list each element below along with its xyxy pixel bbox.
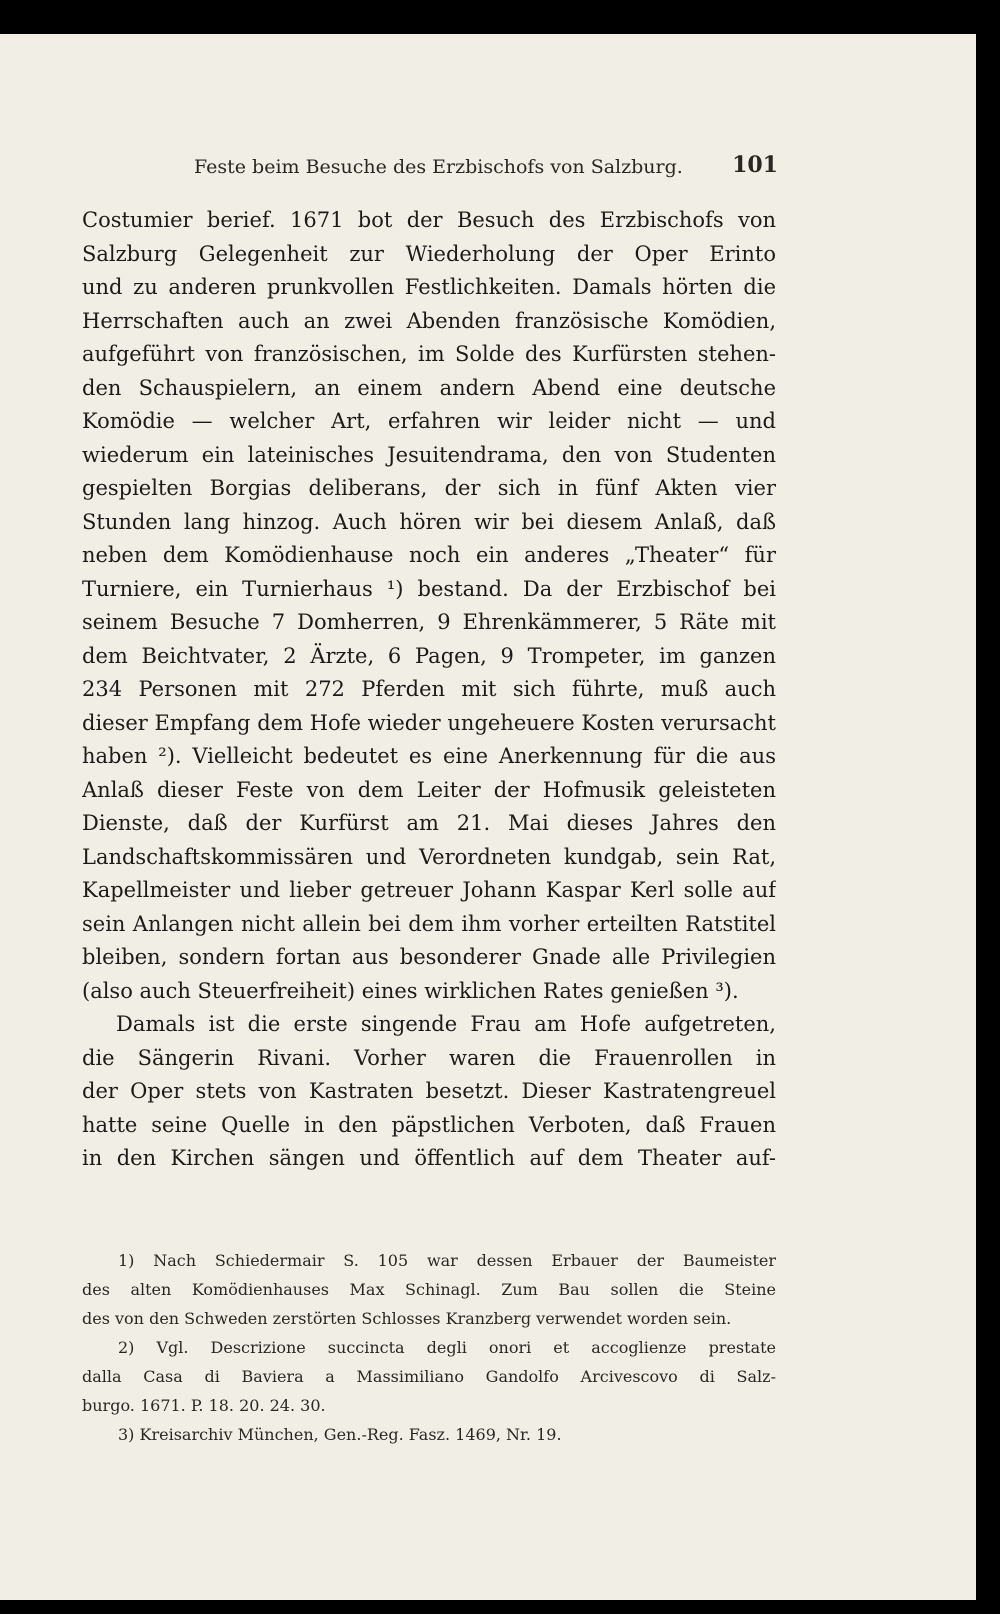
footnote-line: des von den Schweden zerstörten Schlosses Kranzberg verwendet worden sein. [82,1309,732,1328]
text-line: in den Kirchen sängen und öffentlich auf dem Theater auf- [82,1146,776,1170]
text-line: (also auch Steuerfreiheit) eines wirklichen Rates genießen ³). [82,978,739,1003]
text-line: 234 Personen mit 272 Pferden mit sich führte, muß auch [82,677,776,701]
text-line: Costumier berief. 1671 bot der Besuch des Erzbischofs von [82,208,776,232]
text-line: gespielten Borgias deliberans, der sich in fünf Akten vier [82,476,776,500]
text-line: Komödie — welcher Art, erfahren wir leider nicht — und [82,409,776,433]
text-line: dem Beichtvater, 2 Ärzte, 6 Pagen, 9 Trompeter, im ganzen [82,643,776,668]
footnote-line: burgo. 1671. P. 18. 20. 24. 30. [82,1396,326,1415]
paragraph [82,1008,776,1176]
text-line: Stunden lang hinzog. Auch hören wir bei diesem Anlaß, daß [82,509,776,534]
text-line: Salzburg Gelegenheit zur Wiederholung der Oper Erinto [82,241,776,266]
text-line: Anlaß dieser Feste von dem Leiter der Hofmusik geleisteten [82,777,776,802]
footnote-line: 1) Nach Schiedermair S. 105 war dessen Erbauer der Baumeister [118,1251,776,1270]
text-line: Dienste, daß der Kurfürst am 21. Mai dieses Jahres den [82,811,776,835]
text-line: Landschaftskommissären und Verordneten kundgab, sein Rat, [82,844,776,869]
text-line: aufgeführt von französischen, im Solde des Kurfürsten stehen- [82,342,776,366]
footnote-line: dalla Casa di Baviera a Massimiliano Gandolfo Arcivescovo di Salz- [82,1367,776,1386]
text-line: Turniere, ein Turnierhaus ¹) bestand. Da der Erzbischof bei [82,576,776,601]
text-line: Herrschaften auch an zwei Abenden französische Komödien, [82,308,776,333]
text-line: seinem Besuche 7 Domherren, 9 Ehrenkämmerer, 5 Räte mit [82,610,776,634]
page-number: 101 [732,152,778,178]
footnote-line: 3) Kreisarchiv München, Gen.-Reg. Fasz. 1469, Nr. 19. [118,1425,562,1444]
footnotes [82,1246,776,1449]
text-line: wiederum ein lateinisches Jesuitendrama, den von Studenten [82,442,776,467]
text-line: neben dem Komödienhause noch ein anderes „Theater“ für [82,543,776,567]
text-line: und zu anderen prunkvollen Festlichkeiten. Damals hörten die [82,275,776,299]
text-line: Damals ist die erste singende Frau am Hofe aufgetreten, [116,1012,776,1036]
running-header [194,150,778,184]
text-line: bleiben, sondern fortan aus besonderer Gnade alle Privilegien [82,945,776,969]
running-title: Feste beim Besuche des Erzbischofs von Salzburg. [194,156,683,178]
text-line: Kapellmeister und lieber getreuer Johann Kaspar Kerl solle auf [82,878,776,902]
text-line: hatte seine Quelle in den päpstlichen Verboten, daß Frauen [82,1112,776,1137]
paragraph [82,204,776,1008]
text-line: den Schauspielern, an einem andern Abend eine deutsche [82,375,776,400]
footnote-line: des alten Komödienhauses Max Schinagl. Zum Bau sollen die Steine [82,1280,776,1299]
body-text [82,204,776,1176]
text-line: der Oper stets von Kastraten besetzt. Dieser Kastratengreuel [82,1079,776,1103]
footnote-line: 2) Vgl. Descrizione succincta degli onori et accoglienze prestate [118,1338,776,1357]
text-line: sein Anlangen nicht allein bei dem ihm vorher erteilten Ratstitel [82,911,776,936]
text-line: haben ²). Vielleicht bedeutet es eine Anerkennung für die aus [82,744,776,768]
text-line: dieser Empfang dem Hofe wieder ungeheuere Kosten verursacht [82,710,776,735]
text-line: die Sängerin Rivani. Vorher waren die Frauenrollen in [82,1045,776,1070]
